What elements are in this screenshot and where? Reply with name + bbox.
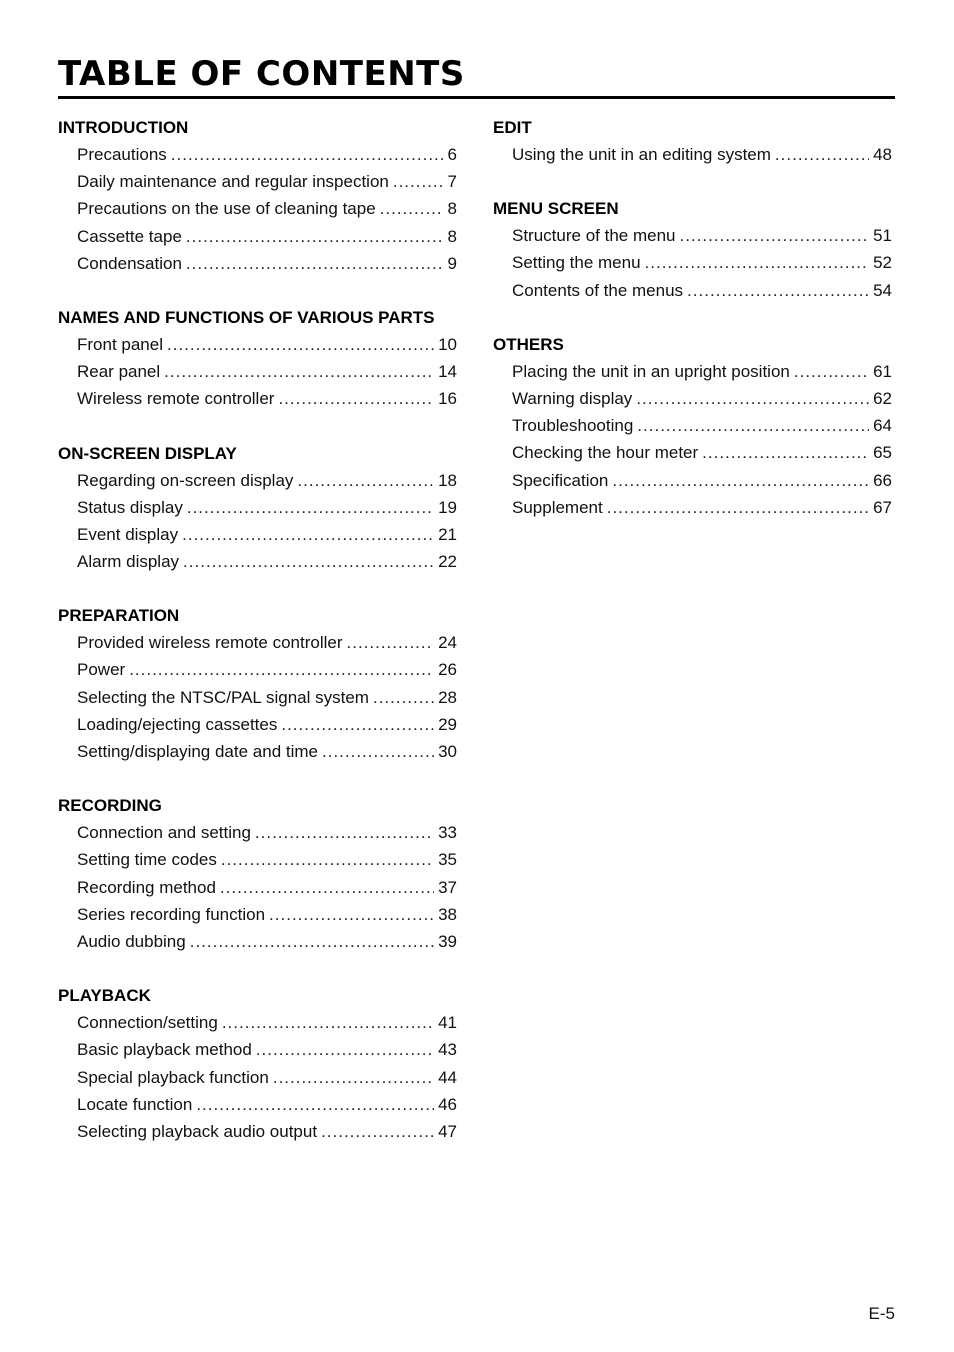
toc-entry-label: Connection and setting [77,823,251,843]
toc-entry-label: Troubleshooting [512,416,634,436]
toc-entry-list [58,1009,457,1145]
dot-leader [186,250,444,277]
title-rule [58,96,895,99]
toc-entry [77,195,457,222]
toc-entry-list [58,331,457,413]
dot-leader [297,467,434,494]
toc-entry-page: 48 [873,145,892,164]
toc-section-on-screen-display [58,440,457,576]
dot-leader [190,928,434,955]
dot-leader [380,195,444,222]
toc-entry-label: Setting/displaying date and time [77,742,318,761]
toc-section-others [493,331,892,521]
toc-entry-label: Rear panel [77,362,161,382]
toc-entry [77,548,457,575]
toc-entry-page: 18 [438,470,457,490]
toc-entry-page: 65 [873,443,892,463]
section-heading: PLAYBACK [58,986,151,1006]
dot-leader [187,494,434,521]
toc-entry-page: 24 [438,633,457,653]
section-heading: ON-SCREEN DISPLAY [58,443,237,463]
toc-entry [512,358,892,385]
toc-entry [512,249,892,276]
toc-entry-label: Power [77,660,126,680]
toc-entry-page: 14 [438,362,457,382]
toc-entry-page: 7 [447,172,457,192]
toc-entry [77,250,457,277]
toc-section-recording [58,792,457,955]
toc-entry [512,385,892,412]
dot-leader [679,222,869,249]
toc-entry-page: 26 [438,660,457,680]
dot-leader [167,331,434,358]
toc-entry-label: Selecting playback audio output [77,1121,318,1141]
toc-section-preparation [58,602,457,765]
section-heading: MENU SCREEN [493,199,619,219]
toc-entry [77,521,457,548]
toc-entry-page: 10 [438,334,457,354]
dot-leader [129,656,434,683]
toc-entry-list [493,141,892,168]
toc-entry-label: Contents of the menus [512,280,684,300]
toc-section-edit [493,114,892,168]
toc-entry-list [493,222,892,304]
dot-leader [607,494,869,521]
toc-entry [77,494,457,521]
toc-entry-page: 8 [447,226,457,246]
dot-leader [347,629,435,656]
toc-entry-page: 67 [873,497,892,517]
toc-entry-list [58,629,457,765]
toc-entry-page: 41 [438,1013,457,1033]
dot-leader [373,684,434,711]
section-heading: PREPARATION [58,606,180,626]
toc-entry-list [58,819,457,955]
toc-entry-page: 51 [873,226,892,246]
dot-leader [196,1091,434,1118]
dot-leader [322,738,434,765]
toc-entry-label: Event display [77,524,179,544]
section-heading: OTHERS [493,334,564,354]
toc-section-introduction [58,114,457,277]
toc-left-column [58,114,457,1172]
toc-entry [77,1091,457,1118]
toc-entry-page: 16 [438,389,457,409]
toc-entry-label: Specification [512,470,609,490]
toc-entry-label: Recording method [77,877,216,897]
toc-entry-label: Placing the unit in an upright position [512,361,790,381]
toc-entry [77,1064,457,1091]
toc-entry-label: Structure of the menu [512,226,676,246]
toc-entry-page: 66 [873,470,892,490]
dot-leader [273,1064,434,1091]
toc-entry-label: Basic playback method [77,1040,252,1060]
toc-section-playback [58,982,457,1145]
dot-leader [182,521,434,548]
toc-entry-page: 33 [438,823,457,843]
page-title: TABLE OF CONTENTS [58,54,465,94]
toc-entry-page: 30 [438,742,457,761]
toc-entry [512,222,892,249]
toc-entry [77,711,457,738]
toc-entry-label: Connection/setting [77,1013,218,1033]
section-heading: RECORDING [58,796,162,816]
toc-entry-label: Wireless remote controller [77,389,275,409]
toc-entry-label: Front panel [77,334,163,354]
toc-entry [77,684,457,711]
toc-entry [77,1009,457,1036]
dot-leader [637,412,869,439]
toc-entry-list [58,141,457,277]
toc-entry-page: 21 [438,524,457,544]
dot-leader [281,711,434,738]
toc-entry-page: 47 [438,1121,457,1141]
dot-leader [183,548,434,575]
toc-entry-list [493,358,892,521]
toc-entry [512,494,892,521]
toc-entry [77,467,457,494]
dot-leader [645,249,870,276]
toc-entry [77,738,457,765]
toc-entry [77,846,457,873]
toc-entry [77,629,457,656]
toc-section-menu-screen [493,195,892,304]
toc-entry [77,141,457,168]
toc-entry [512,141,892,168]
toc-entry-label: Daily maintenance and regular inspection [77,172,389,192]
dot-leader [687,277,869,304]
dot-leader [636,385,869,412]
toc-entry [77,1118,457,1145]
dot-leader [278,385,434,412]
toc-entry [77,656,457,683]
section-heading: NAMES AND FUNCTIONS OF VARIOUS PARTS [58,307,435,327]
toc-right-column [493,114,892,548]
toc-entry-list [58,467,457,576]
toc-entry-page: 43 [438,1040,457,1060]
dot-leader [171,141,444,168]
toc-entry-label: Selecting the NTSC/PAL signal system [77,687,369,707]
dot-leader [321,1118,434,1145]
toc-entry-page: 61 [873,361,892,381]
toc-entry-page: 64 [873,416,892,436]
toc-entry [77,901,457,928]
toc-entry-page: 28 [438,687,457,707]
toc-entry-page: 44 [438,1067,457,1087]
toc-entry [77,928,457,955]
dot-leader [794,358,869,385]
toc-entry-label: Alarm display [77,552,180,572]
dot-leader [164,358,434,385]
toc-entry-label: Checking the hour meter [512,443,699,463]
toc-entry-label: Locate function [77,1094,193,1114]
toc-entry-label: Series recording function [77,904,266,924]
dot-leader [222,1009,434,1036]
toc-entry [77,1036,457,1063]
dot-leader [220,874,434,901]
toc-entry [77,168,457,195]
toc-entry [77,819,457,846]
toc-entry-label: Provided wireless remote controller [77,633,343,653]
dot-leader [775,141,869,168]
toc-entry-label: Status display [77,497,183,517]
toc-entry-page: 46 [438,1094,457,1114]
toc-entry-label: Condensation [77,253,182,273]
toc-entry-label: Cassette tape [77,226,182,246]
toc-entry-label: Using the unit in an editing system [512,145,771,164]
toc-section-names-and-functions-of-various-parts [58,304,457,413]
toc-entry [512,277,892,304]
toc-entry-label: Setting the menu [512,253,641,273]
toc-entry-label: Audio dubbing [77,931,186,951]
toc-entry-label: Regarding on-screen display [77,470,294,490]
toc-entry-page: 8 [447,199,457,219]
dot-leader [702,439,869,466]
toc-entry-page: 52 [873,253,892,273]
toc-entry-label: Special playback function [77,1067,269,1087]
toc-entry-label: Precautions [77,145,167,164]
dot-leader [221,846,434,873]
dot-leader [255,819,434,846]
toc-entry-label: Warning display [512,388,633,408]
toc-entry-page: 6 [447,145,457,164]
dot-leader [186,223,444,250]
toc-entry [512,467,892,494]
dot-leader [393,168,444,195]
toc-entry [77,874,457,901]
toc-entry-page: 9 [447,253,457,273]
toc-entry-page: 22 [438,552,457,572]
toc-entry-page: 35 [438,850,457,870]
toc-entry-label: Precautions on the use of cleaning tape [77,199,376,219]
dot-leader [256,1036,434,1063]
toc-entry-page: 54 [873,280,892,300]
section-heading: EDIT [493,118,532,137]
toc-entry-page: 39 [438,931,457,951]
toc-entry [77,358,457,385]
toc-entry-label: Loading/ejecting cassettes [77,714,278,734]
toc-entry-page: 19 [438,497,457,517]
toc-entry-page: 29 [438,714,457,734]
toc-entry-label: Supplement [512,497,603,517]
dot-leader [269,901,434,928]
dot-leader [612,467,869,494]
toc-entry-page: 37 [438,877,457,897]
toc-entry-label: Setting time codes [77,850,217,870]
toc-entry-page: 62 [873,388,892,408]
toc-entry [512,439,892,466]
toc-entry-page: 38 [438,904,457,924]
toc-entry [512,412,892,439]
page-number: E-5 [868,1304,895,1323]
section-heading: INTRODUCTION [58,118,189,137]
toc-entry [77,223,457,250]
toc-entry [77,331,457,358]
toc-entry [77,385,457,412]
